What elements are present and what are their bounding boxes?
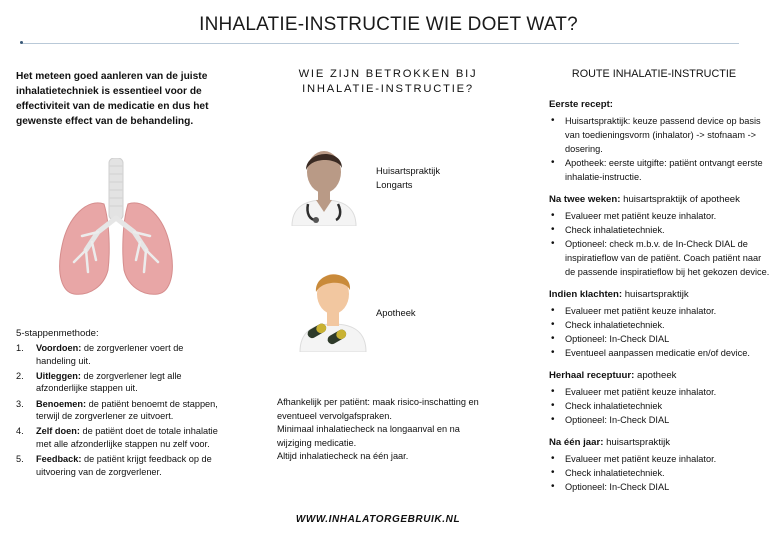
list-item: • Optioneel: In-Check DIAL — [549, 480, 771, 494]
list-item: • Evalueer met patiënt keuze inhalator. — [549, 209, 771, 223]
steps-title: 5-stappenmethode: — [16, 328, 99, 339]
divider-dot — [20, 41, 23, 44]
doctor-icon — [286, 140, 362, 226]
steps-list — [16, 342, 218, 481]
list-item: • Huisartspraktijk: keuze passend device op basis van toedieningsvorm (inhalator) -> stofnaam -> dosering. — [549, 114, 771, 156]
role-huisarts: Huisartspraktijk — [376, 165, 441, 176]
route-section-repeat-prescription: Herhaal receptuur: apotheek • Evalueer met patiënt keuze inhalator. • Check inhalatietechniek • Optioneel: In-Check DIAL — [549, 369, 771, 427]
note-minimum: Minimaal inhalatiecheck na longaanval en na wijziging medicatie. — [277, 424, 460, 448]
intro-text: Het meteen goed aanleren van de juiste inhalatietechniek is essentieel voor de effectiviteit van de medicatie en dus het gewenste effect van de behandeling. — [16, 71, 209, 127]
list-item: • Apotheek: eerste uitgifte: patiënt ontvangt eerste inhalatie-instructie. — [549, 156, 771, 184]
title-divider — [22, 43, 739, 44]
route-section-two-weeks: Na twee weken: huisartspraktijk of apotheek • Evalueer met patiënt keuze inhalator. • Check inhalatietechniek. • Optioneel: check m.b.v. de In-Check DIAL de inspiratieflow van de patiënt. Coach patiënt naar de passende inspiratieflow bij het gekozen device. — [549, 193, 771, 279]
route-list — [549, 98, 771, 503]
step-item: 3. Benoemen: de patiënt benoemt de stappen, terwijl de zorgverlener ze uitvoert. — [16, 398, 218, 422]
website-link[interactable]: WWW.INHALATORGEBRUIK.NL — [295, 514, 461, 525]
role-longarts: Longarts — [376, 178, 413, 190]
step-item: 4. Zelf doen: de patiënt doet de totale inhalatie met alle afzonderlijke stappen nu zelf voor. — [16, 426, 218, 449]
involved-title: WIE ZIJN BETROKKEN BIJ INHALATIE-INSTRUCTIE? — [298, 68, 478, 95]
route-section-complaints: Indien klachten: huisartspraktijk • Evalueer met patiënt keuze inhalator. • Check inhalatietechniek. • Optioneel: In-Check DIAL • Eventueel aanpassen medicatie en/of device. — [549, 288, 771, 360]
note-risk: Afhankelijk per patiënt: maak risico-inschatting en eventueel vervolgafspraken. — [277, 397, 479, 421]
step-item: 1. Voordoen: de zorgverlener voert de handeling uit. — [16, 343, 184, 366]
step-item: 5. Feedback: de patiënt krijgt feedback op de uitvoering van de zorgverlener. — [16, 454, 212, 477]
pharmacist-icon — [296, 262, 370, 352]
list-item: • Check inhalatietechniek. — [549, 466, 771, 480]
pharmacy-label: Apotheek — [376, 307, 416, 318]
list-item: • Check inhalatietechniek. — [549, 318, 771, 332]
page-title: INHALATIE-INSTRUCTIE WIE DOET WAT? — [199, 14, 578, 35]
list-item: • Evalueer met patiënt keuze inhalator. — [549, 304, 771, 318]
list-item: • Check inhalatietechniek — [549, 399, 771, 413]
route-title: ROUTE INHALATIE-INSTRUCTIE — [571, 68, 737, 80]
list-item: • Optioneel: In-Check DIAL — [549, 332, 771, 346]
route-section-one-year: Na één jaar: huisartspraktijk • Evalueer met patiënt keuze inhalator. • Check inhalatietechniek. • Optioneel: In-Check DIAL — [549, 436, 771, 494]
list-item: • Optioneel: check m.b.v. de In-Check DIAL de inspiratieflow van de patiënt. Coach patiënt naar de passende inspiratieflow bij het gekozen device. — [549, 237, 771, 279]
note-yearly: Altijd inhalatiecheck na één jaar. — [277, 451, 409, 462]
doctor-label — [376, 164, 440, 191]
lungs-icon — [52, 158, 180, 298]
list-item: • Check inhalatietechniek. — [549, 223, 771, 237]
step-item: 2. Uitleggen: de zorgverlener legt alle afzonderlijke stappen uit. — [16, 370, 182, 394]
route-section-first-prescription: Eerste recept: • Huisartspraktijk: keuze passend device op basis van toedieningsvorm (inhalator) -> stofnaam -> dosering. • Apotheek: eerste uitgifte: patiënt ontvangt eerste inhalatie-instructie. — [549, 98, 771, 184]
involved-notes — [277, 396, 485, 464]
list-item: • Eventueel aanpassen medicatie en/of device. — [549, 346, 771, 360]
list-item: • Evalueer met patiënt keuze inhalator. — [549, 385, 771, 399]
list-item: • Evalueer met patiënt keuze inhalator. — [549, 452, 771, 466]
list-item: • Optioneel: In-Check DIAL — [549, 413, 771, 427]
